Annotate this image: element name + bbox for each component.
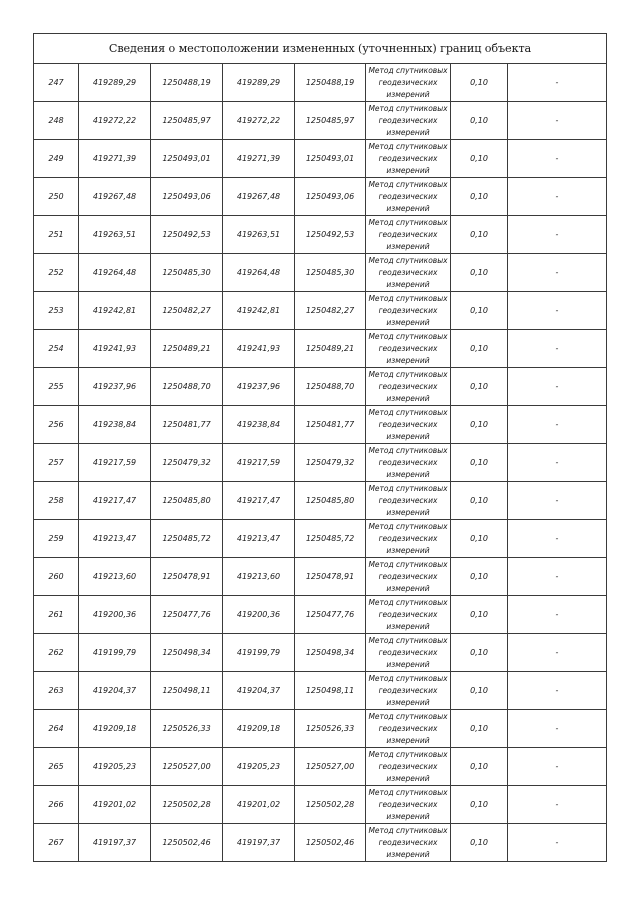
method-cell bbox=[366, 824, 451, 862]
accuracy-cell: 0,10 bbox=[451, 368, 508, 406]
y-old-cell: 1250526,33 bbox=[151, 710, 223, 748]
y-old-cell: 1250489,21 bbox=[151, 330, 223, 368]
y-new-cell: 1250493,06 bbox=[295, 178, 366, 216]
x-old-cell: 419272,22 bbox=[79, 102, 151, 140]
table-row bbox=[34, 178, 607, 216]
x-old-cell: 419217,47 bbox=[79, 482, 151, 520]
table-row bbox=[34, 748, 607, 786]
x-new-cell: 419272,22 bbox=[223, 102, 295, 140]
method-cell bbox=[366, 634, 451, 672]
y-old-cell: 1250481,77 bbox=[151, 406, 223, 444]
point-number-cell: 267 bbox=[34, 824, 79, 862]
point-number-cell: 262 bbox=[34, 634, 79, 672]
x-new-cell: 419204,37 bbox=[223, 672, 295, 710]
table-row bbox=[34, 596, 607, 634]
method-line: измерений bbox=[386, 165, 430, 175]
y-old-cell: 1250482,27 bbox=[151, 292, 223, 330]
point-number-cell: 266 bbox=[34, 786, 79, 824]
x-new-cell: 419289,29 bbox=[223, 64, 295, 102]
method-line: измерений bbox=[386, 735, 430, 745]
x-old-cell: 419263,51 bbox=[79, 216, 151, 254]
table-row bbox=[34, 482, 607, 520]
accuracy-cell: 0,10 bbox=[451, 216, 508, 254]
method-cell bbox=[366, 292, 451, 330]
method-cell bbox=[366, 748, 451, 786]
x-old-cell: 419213,47 bbox=[79, 520, 151, 558]
accuracy-cell: 0,10 bbox=[451, 406, 508, 444]
y-old-cell: 1250527,00 bbox=[151, 748, 223, 786]
method-line: геодезических bbox=[378, 305, 438, 315]
accuracy-cell: 0,10 bbox=[451, 558, 508, 596]
accuracy-cell: 0,10 bbox=[451, 254, 508, 292]
x-new-cell: 419263,51 bbox=[223, 216, 295, 254]
note-cell: - bbox=[508, 520, 607, 558]
x-new-cell: 419271,39 bbox=[223, 140, 295, 178]
y-old-cell: 1250493,01 bbox=[151, 140, 223, 178]
method-line: измерений bbox=[386, 317, 430, 327]
method-line: измерений bbox=[386, 355, 430, 365]
y-new-cell: 1250493,01 bbox=[295, 140, 366, 178]
method-line: геодезических bbox=[378, 419, 438, 429]
method-line: измерений bbox=[386, 849, 430, 859]
x-new-cell: 419241,93 bbox=[223, 330, 295, 368]
y-new-cell: 1250481,77 bbox=[295, 406, 366, 444]
x-old-cell: 419204,37 bbox=[79, 672, 151, 710]
y-old-cell: 1250492,53 bbox=[151, 216, 223, 254]
table-row bbox=[34, 254, 607, 292]
accuracy-cell: 0,10 bbox=[451, 520, 508, 558]
y-new-cell: 1250527,00 bbox=[295, 748, 366, 786]
y-new-cell: 1250485,97 bbox=[295, 102, 366, 140]
y-new-cell: 1250488,19 bbox=[295, 64, 366, 102]
method-line: Метод спутниковых bbox=[368, 103, 448, 113]
x-new-cell: 419237,96 bbox=[223, 368, 295, 406]
table-row bbox=[34, 406, 607, 444]
method-line: Метод спутниковых bbox=[368, 407, 448, 417]
method-line: Метод спутниковых bbox=[368, 559, 448, 569]
point-number-cell: 256 bbox=[34, 406, 79, 444]
method-cell bbox=[366, 64, 451, 102]
method-line: геодезических bbox=[378, 381, 438, 391]
accuracy-cell: 0,10 bbox=[451, 292, 508, 330]
x-new-cell: 419217,59 bbox=[223, 444, 295, 482]
note-cell: - bbox=[508, 406, 607, 444]
x-old-cell: 419201,02 bbox=[79, 786, 151, 824]
y-old-cell: 1250477,76 bbox=[151, 596, 223, 634]
table-row bbox=[34, 102, 607, 140]
x-new-cell: 419213,60 bbox=[223, 558, 295, 596]
method-cell bbox=[366, 254, 451, 292]
x-old-cell: 419197,37 bbox=[79, 824, 151, 862]
x-old-cell: 419238,84 bbox=[79, 406, 151, 444]
table-row bbox=[34, 824, 607, 862]
note-cell: - bbox=[508, 330, 607, 368]
method-cell bbox=[366, 330, 451, 368]
note-cell: - bbox=[508, 368, 607, 406]
note-cell: - bbox=[508, 558, 607, 596]
point-number-cell: 254 bbox=[34, 330, 79, 368]
note-cell: - bbox=[508, 444, 607, 482]
accuracy-cell: 0,10 bbox=[451, 634, 508, 672]
y-new-cell: 1250485,80 bbox=[295, 482, 366, 520]
method-line: геодезических bbox=[378, 571, 438, 581]
table-row bbox=[34, 634, 607, 672]
table-row bbox=[34, 558, 607, 596]
method-cell bbox=[366, 216, 451, 254]
method-line: геодезических bbox=[378, 495, 438, 505]
table-row bbox=[34, 444, 607, 482]
point-number-cell: 263 bbox=[34, 672, 79, 710]
x-old-cell: 419271,39 bbox=[79, 140, 151, 178]
point-number-cell: 247 bbox=[34, 64, 79, 102]
boundary-table-sheet bbox=[33, 33, 606, 862]
y-old-cell: 1250488,70 bbox=[151, 368, 223, 406]
note-cell: - bbox=[508, 216, 607, 254]
method-line: измерений bbox=[386, 279, 430, 289]
y-new-cell: 1250489,21 bbox=[295, 330, 366, 368]
method-line: Метод спутниковых bbox=[368, 445, 448, 455]
method-line: измерений bbox=[386, 621, 430, 631]
method-cell bbox=[366, 178, 451, 216]
y-new-cell: 1250488,70 bbox=[295, 368, 366, 406]
y-old-cell: 1250485,72 bbox=[151, 520, 223, 558]
x-old-cell: 419217,59 bbox=[79, 444, 151, 482]
method-line: геодезических bbox=[378, 115, 438, 125]
method-cell bbox=[366, 596, 451, 634]
method-line: геодезических bbox=[378, 77, 438, 87]
y-new-cell: 1250477,76 bbox=[295, 596, 366, 634]
method-line: Метод спутниковых bbox=[368, 483, 448, 493]
x-new-cell: 419264,48 bbox=[223, 254, 295, 292]
point-number-cell: 257 bbox=[34, 444, 79, 482]
method-line: Метод спутниковых bbox=[368, 179, 448, 189]
accuracy-cell: 0,10 bbox=[451, 824, 508, 862]
point-number-cell: 264 bbox=[34, 710, 79, 748]
method-line: геодезических bbox=[378, 685, 438, 695]
method-cell bbox=[366, 710, 451, 748]
note-cell: - bbox=[508, 824, 607, 862]
x-old-cell: 419264,48 bbox=[79, 254, 151, 292]
table-row bbox=[34, 672, 607, 710]
point-number-cell: 260 bbox=[34, 558, 79, 596]
accuracy-cell: 0,10 bbox=[451, 64, 508, 102]
note-cell: - bbox=[508, 596, 607, 634]
y-new-cell: 1250482,27 bbox=[295, 292, 366, 330]
point-number-cell: 261 bbox=[34, 596, 79, 634]
method-line: измерений bbox=[386, 583, 430, 593]
table-row bbox=[34, 786, 607, 824]
method-line: измерений bbox=[386, 507, 430, 517]
note-cell: - bbox=[508, 64, 607, 102]
method-line: геодезических bbox=[378, 267, 438, 277]
method-line: геодезических bbox=[378, 457, 438, 467]
y-new-cell: 1250526,33 bbox=[295, 710, 366, 748]
accuracy-cell: 0,10 bbox=[451, 444, 508, 482]
y-new-cell: 1250502,28 bbox=[295, 786, 366, 824]
accuracy-cell: 0,10 bbox=[451, 178, 508, 216]
method-cell bbox=[366, 558, 451, 596]
table-row bbox=[34, 64, 607, 102]
table-row bbox=[34, 710, 607, 748]
method-line: геодезических bbox=[378, 533, 438, 543]
method-line: геодезических bbox=[378, 723, 438, 733]
method-line: Метод спутниковых bbox=[368, 749, 448, 759]
note-cell: - bbox=[508, 254, 607, 292]
method-line: измерений bbox=[386, 773, 430, 783]
method-cell bbox=[366, 140, 451, 178]
accuracy-cell: 0,10 bbox=[451, 140, 508, 178]
point-number-cell: 248 bbox=[34, 102, 79, 140]
table-row bbox=[34, 292, 607, 330]
y-new-cell: 1250498,34 bbox=[295, 634, 366, 672]
table-row bbox=[34, 140, 607, 178]
accuracy-cell: 0,10 bbox=[451, 710, 508, 748]
method-line: Метод спутниковых bbox=[368, 521, 448, 531]
x-new-cell: 419205,23 bbox=[223, 748, 295, 786]
method-line: Метод спутниковых bbox=[368, 673, 448, 683]
table-title-row bbox=[34, 34, 607, 64]
method-cell bbox=[366, 444, 451, 482]
x-new-cell: 419267,48 bbox=[223, 178, 295, 216]
table-row bbox=[34, 330, 607, 368]
method-line: Метод спутниковых bbox=[368, 369, 448, 379]
x-old-cell: 419289,29 bbox=[79, 64, 151, 102]
note-cell: - bbox=[508, 786, 607, 824]
y-old-cell: 1250498,11 bbox=[151, 672, 223, 710]
method-cell bbox=[366, 520, 451, 558]
x-old-cell: 419199,79 bbox=[79, 634, 151, 672]
method-line: Метод спутниковых bbox=[368, 217, 448, 227]
table-row bbox=[34, 520, 607, 558]
point-number-cell: 265 bbox=[34, 748, 79, 786]
method-line: измерений bbox=[386, 241, 430, 251]
note-cell: - bbox=[508, 102, 607, 140]
method-cell bbox=[366, 406, 451, 444]
method-line: геодезических bbox=[378, 761, 438, 771]
method-line: Метод спутниковых bbox=[368, 141, 448, 151]
method-line: Метод спутниковых bbox=[368, 597, 448, 607]
accuracy-cell: 0,10 bbox=[451, 482, 508, 520]
method-line: Метод спутниковых bbox=[368, 65, 448, 75]
method-line: геодезических bbox=[378, 229, 438, 239]
x-old-cell: 419205,23 bbox=[79, 748, 151, 786]
method-line: измерений bbox=[386, 127, 430, 137]
method-cell bbox=[366, 672, 451, 710]
y-old-cell: 1250479,32 bbox=[151, 444, 223, 482]
y-new-cell: 1250498,11 bbox=[295, 672, 366, 710]
note-cell: - bbox=[508, 482, 607, 520]
note-cell: - bbox=[508, 634, 607, 672]
x-new-cell: 419209,18 bbox=[223, 710, 295, 748]
method-line: геодезических bbox=[378, 343, 438, 353]
table-title: Сведения о местоположении измененных (уточненных) границ объекта bbox=[34, 34, 607, 64]
x-old-cell: 419241,93 bbox=[79, 330, 151, 368]
accuracy-cell: 0,10 bbox=[451, 748, 508, 786]
note-cell: - bbox=[508, 178, 607, 216]
y-old-cell: 1250502,46 bbox=[151, 824, 223, 862]
x-new-cell: 419197,37 bbox=[223, 824, 295, 862]
accuracy-cell: 0,10 bbox=[451, 102, 508, 140]
point-number-cell: 259 bbox=[34, 520, 79, 558]
x-new-cell: 419201,02 bbox=[223, 786, 295, 824]
note-cell: - bbox=[508, 710, 607, 748]
note-cell: - bbox=[508, 748, 607, 786]
method-line: измерений bbox=[386, 811, 430, 821]
x-new-cell: 419199,79 bbox=[223, 634, 295, 672]
accuracy-cell: 0,10 bbox=[451, 786, 508, 824]
point-number-cell: 249 bbox=[34, 140, 79, 178]
method-line: Метод спутниковых bbox=[368, 331, 448, 341]
x-old-cell: 419242,81 bbox=[79, 292, 151, 330]
point-number-cell: 255 bbox=[34, 368, 79, 406]
method-cell bbox=[366, 482, 451, 520]
y-old-cell: 1250488,19 bbox=[151, 64, 223, 102]
method-line: геодезических bbox=[378, 609, 438, 619]
boundary-coordinates-table bbox=[33, 33, 607, 862]
table-row bbox=[34, 368, 607, 406]
x-old-cell: 419237,96 bbox=[79, 368, 151, 406]
point-number-cell: 258 bbox=[34, 482, 79, 520]
point-number-cell: 251 bbox=[34, 216, 79, 254]
x-old-cell: 419213,60 bbox=[79, 558, 151, 596]
method-line: Метод спутниковых bbox=[368, 255, 448, 265]
y-new-cell: 1250492,53 bbox=[295, 216, 366, 254]
note-cell: - bbox=[508, 292, 607, 330]
method-line: измерений bbox=[386, 545, 430, 555]
y-old-cell: 1250485,97 bbox=[151, 102, 223, 140]
method-line: измерений bbox=[386, 431, 430, 441]
method-line: измерений bbox=[386, 89, 430, 99]
y-new-cell: 1250478,91 bbox=[295, 558, 366, 596]
y-new-cell: 1250485,72 bbox=[295, 520, 366, 558]
table-row bbox=[34, 216, 607, 254]
method-cell bbox=[366, 368, 451, 406]
method-line: измерений bbox=[386, 697, 430, 707]
method-line: геодезических bbox=[378, 837, 438, 847]
y-new-cell: 1250479,32 bbox=[295, 444, 366, 482]
method-line: геодезических bbox=[378, 191, 438, 201]
accuracy-cell: 0,10 bbox=[451, 330, 508, 368]
x-new-cell: 419200,36 bbox=[223, 596, 295, 634]
y-old-cell: 1250485,30 bbox=[151, 254, 223, 292]
note-cell: - bbox=[508, 672, 607, 710]
method-line: Метод спутниковых bbox=[368, 825, 448, 835]
method-cell bbox=[366, 786, 451, 824]
x-new-cell: 419217,47 bbox=[223, 482, 295, 520]
point-number-cell: 252 bbox=[34, 254, 79, 292]
x-new-cell: 419213,47 bbox=[223, 520, 295, 558]
method-line: геодезических bbox=[378, 647, 438, 657]
y-old-cell: 1250478,91 bbox=[151, 558, 223, 596]
method-line: измерений bbox=[386, 203, 430, 213]
y-old-cell: 1250493,06 bbox=[151, 178, 223, 216]
x-old-cell: 419200,36 bbox=[79, 596, 151, 634]
accuracy-cell: 0,10 bbox=[451, 596, 508, 634]
method-line: измерений bbox=[386, 469, 430, 479]
point-number-cell: 250 bbox=[34, 178, 79, 216]
method-line: Метод спутниковых bbox=[368, 293, 448, 303]
method-line: геодезических bbox=[378, 153, 438, 163]
method-line: измерений bbox=[386, 659, 430, 669]
x-new-cell: 419238,84 bbox=[223, 406, 295, 444]
point-number-cell: 253 bbox=[34, 292, 79, 330]
y-old-cell: 1250498,34 bbox=[151, 634, 223, 672]
x-old-cell: 419267,48 bbox=[79, 178, 151, 216]
method-line: измерений bbox=[386, 393, 430, 403]
method-cell bbox=[366, 102, 451, 140]
y-new-cell: 1250485,30 bbox=[295, 254, 366, 292]
y-old-cell: 1250485,80 bbox=[151, 482, 223, 520]
method-line: Метод спутниковых bbox=[368, 787, 448, 797]
accuracy-cell: 0,10 bbox=[451, 672, 508, 710]
method-line: Метод спутниковых bbox=[368, 711, 448, 721]
y-new-cell: 1250502,46 bbox=[295, 824, 366, 862]
method-line: Метод спутниковых bbox=[368, 635, 448, 645]
note-cell: - bbox=[508, 140, 607, 178]
method-line: геодезических bbox=[378, 799, 438, 809]
x-new-cell: 419242,81 bbox=[223, 292, 295, 330]
x-old-cell: 419209,18 bbox=[79, 710, 151, 748]
y-old-cell: 1250502,28 bbox=[151, 786, 223, 824]
